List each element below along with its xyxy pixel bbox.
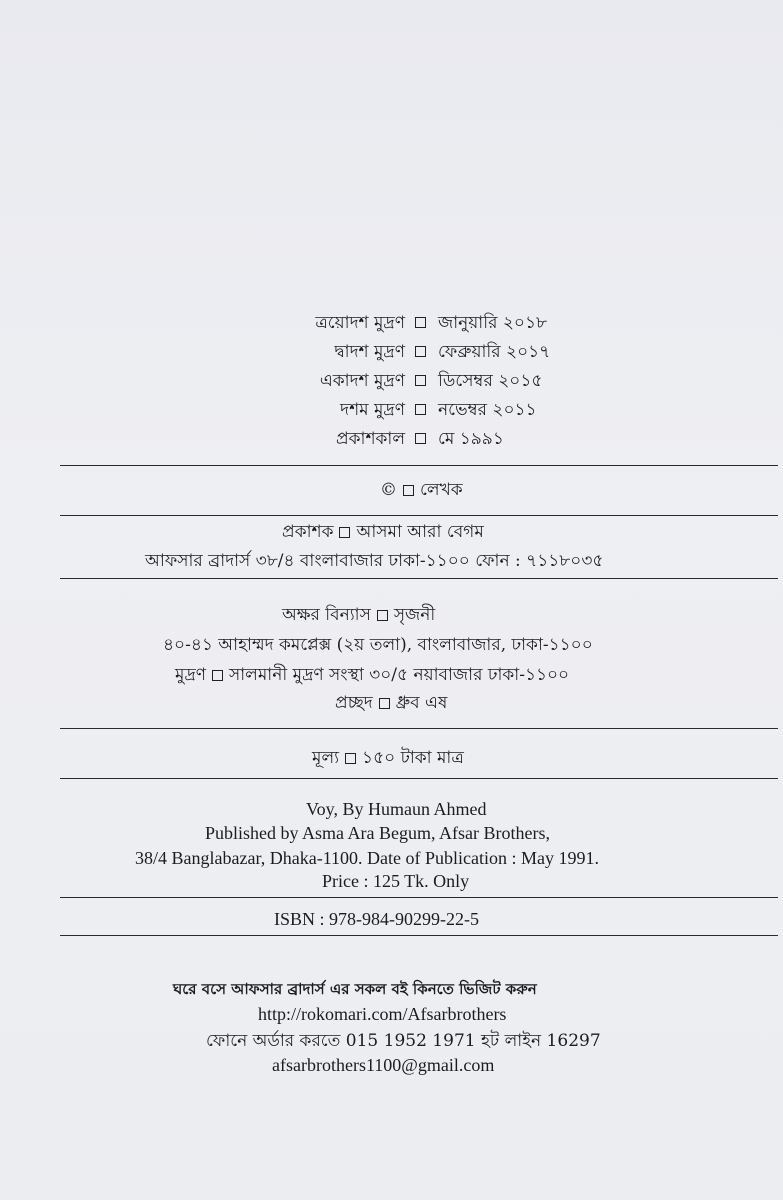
- composition-address: ৪০-৪১ আহাম্মদ কমপ্লেক্স (২য় তলা), বাংলাবাজার, ঢাকা-১১০০: [163, 635, 593, 655]
- footer-url[interactable]: http://rokomari.com/Afsarbrothers: [258, 1004, 507, 1024]
- separator-box-icon: [377, 610, 388, 621]
- edition-date: জানুয়ারি ২০১৮: [438, 313, 548, 333]
- separator-box-icon: [403, 485, 414, 496]
- copyright-symbol: ©: [380, 480, 397, 500]
- separator-box-icon: [415, 317, 426, 328]
- copyright-holder: লেখক: [420, 480, 463, 500]
- separator-box-icon: [415, 346, 426, 357]
- divider-line: [60, 935, 778, 936]
- divider-line: [60, 728, 778, 729]
- edition-label: প্রকাশকাল: [335, 429, 405, 449]
- cover-artist: ধ্রুব এষ: [395, 693, 448, 713]
- cover-line: [335, 692, 447, 714]
- separator-box-icon: [415, 433, 426, 444]
- separator-box-icon: [415, 375, 426, 386]
- composition-line: [282, 604, 435, 626]
- publisher-address: আফসার ব্রাদার্স ৩৮/৪ বাংলাবাজার ঢাকা-১১০০ ফোন : ৭১১৮০৩৫: [145, 551, 604, 571]
- english-address: 38/4 Banglabazar, Dhaka-1100. Date of Publication : May 1991.: [135, 848, 599, 868]
- english-price: Price : 125 Tk. Only: [322, 871, 470, 891]
- copyright-line: [380, 479, 463, 501]
- english-publisher: Published by Asma Ara Begum, Afsar Brothers,: [205, 823, 550, 843]
- english-title: Voy, By Humaun Ahmed: [306, 799, 487, 819]
- printing-line: [175, 664, 569, 686]
- publisher-name: আসমা আরা বেগম: [356, 522, 484, 542]
- price-bn-value: ১৫০ টাকা মাত্র: [362, 748, 464, 768]
- edition-date: মে ১৯৯১: [438, 429, 504, 449]
- edition-date: নভেম্বর ২০১১: [438, 400, 537, 420]
- composition-label: অক্ষর বিন্যাস: [282, 605, 371, 625]
- divider-line: [60, 778, 778, 779]
- cover-label: প্রচ্ছদ: [335, 693, 373, 713]
- separator-box-icon: [339, 527, 350, 538]
- composition-name: সৃজনী: [393, 605, 436, 625]
- edition-date: ফেব্রুয়ারি ২০১৭: [438, 342, 551, 362]
- publisher-line: [282, 521, 484, 543]
- printing-label: মুদ্রণ: [175, 665, 207, 685]
- separator-box-icon: [345, 753, 356, 764]
- edition-label: একাদশ মুদ্রণ: [319, 371, 405, 391]
- divider-line: [60, 578, 778, 579]
- separator-box-icon: [212, 670, 223, 681]
- footer-promo: ঘরে বসে আফসার ব্রাদার্স এর সকল বই কিনতে ভিজিট করুন: [173, 980, 537, 998]
- separator-box-icon: [379, 698, 390, 709]
- price-bn-label: মূল্য: [312, 748, 340, 768]
- divider-line: [60, 897, 778, 898]
- edition-label: দ্বাদশ মুদ্রণ: [334, 342, 405, 362]
- divider-line: [60, 465, 778, 466]
- footer-email[interactable]: afsarbrothers1100@gmail.com: [272, 1055, 495, 1075]
- isbn: ISBN : 978-984-90299-22-5: [274, 909, 479, 929]
- price-bn-line: [312, 747, 464, 769]
- publisher-label: প্রকাশক: [282, 522, 334, 542]
- edition-label: দশম মুদ্রণ: [340, 400, 405, 420]
- printing-value: সালমানী মুদ্রণ সংস্থা ৩০/৫ নয়াবাজার ঢাকা-১১০০: [229, 665, 570, 685]
- edition-date: ডিসেম্বর ২০১৫: [438, 371, 543, 391]
- separator-box-icon: [415, 404, 426, 415]
- edition-label: ত্রয়োদশ মুদ্রণ: [315, 313, 405, 333]
- footer-phone: ফোনে অর্ডার করতে 015 1952 1971 হট লাইন 16297: [206, 1031, 601, 1051]
- divider-line: [60, 515, 778, 516]
